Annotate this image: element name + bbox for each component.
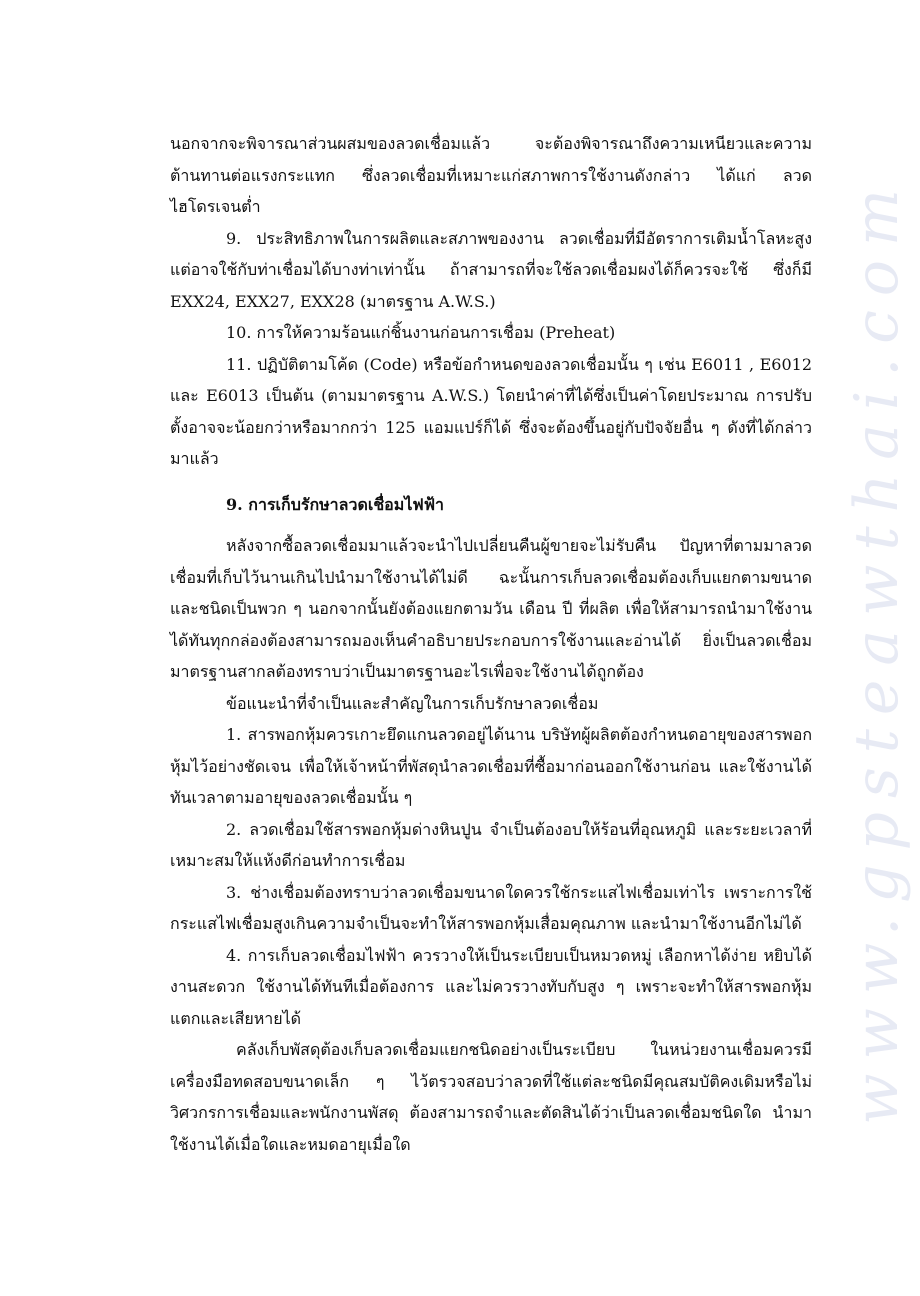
item-11-code: 11. ปฏิบัติตามโค้ด (Code) หรือข้อกำหนดของลวดเชื่อมนั้น ๆ เช่น E6011 , E6012 และ E6013 เป็นต้น (ตามมาตรฐาน A.W.S.) โดยนำค่าที่ได้ซึ่งเป็นค่าโดยประมาณ การปรับตั้งอาจจะน้อยกว่าหรือมากกว่า 125 แอมแปร์ก็ได้ ซึ่งจะต้องขึ้นอยู่กับปัจจัยอื่น ๆ ดังที่ได้กล่าวมาแล้ว: [170, 354, 812, 468]
paragraph-low-hydrogen: นอกจากจะพิจารณาส่วนผสมของลวดเชื่อมแล้ว จะต้องพิจารณาถึงความเหนียวและความต้านทานต่อแรงกระแทก ซึ่งลวดเชื่อมที่เหมาะแก่สภาพการใช้งานดังกล่าว ได้แก่ ลวดไฮโดรเจนต่ำ: [170, 134, 812, 216]
paragraph-storage-intro: หลังจากซื้อลวดเชื่อมมาแล้วจะนำไปเปลี่ยนคืนผู้ขายจะไม่รับคืน ปัญหาที่ตามมาลวดเชื่อมที่เก็บไว้นานเกินไปนำมาใช้งานได้ไม่ดี ฉะนั้นการเก็บลวดเชื่อมต้องเก็บแยกตามขนาดและชนิดเป็นพวก ๆ นอกจากนั้นยังต้องแยกตามวัน เดือน ปี ที่ผลิต เพื่อให้สามารถนำมาใช้งานได้ทันทุกกล่องต้องสามารถมองเห็นคำอธิบายประกอบการใช้งานและอ่านได้ ยิ่งเป็นลวดเชื่อมมาตรฐานสากลต้องทราบว่าเป็นมาตรฐานอะไรเพื่อจะใช้งานได้ถูกต้อง: [170, 536, 812, 681]
recommendation-2: 2. ลวดเชื่อมใช้สารพอกหุ้มด่างหินปูน จำเป็นต้องอบให้ร้อนที่อุณหภูมิ และระยะเวลาที่เหมาะสมให้แห้งดีก่อนทำการเชื่อม: [170, 819, 812, 870]
document-body: [170, 128, 812, 1160]
item-9-production-efficiency: 9. ประสิทธิภาพในการผลิตและสภาพของงาน ลวดเชื่อมที่มีอัตราการเติมน้ำโลหะสูง แต่อาจใช้กับท่าเชื่อมได้บางท่าเท่านั้น ถ้าสามารถที่จะใช้ลวดเชื่อมผงได้ก็ควรจะใช้ ซึ่งก็มี EXX24, EXX27, EXX28 (มาตรฐาน A.W.S.): [170, 228, 812, 311]
watermark: [842, 150, 912, 1150]
recommendation-1: 1. สารพอกหุ้มควรเกาะยึดแกนลวดอยู่ได้นาน บริษัทผู้ผลิตต้องกำหนดอายุของสารพอกหุ้มไว้อย่างชัดเจน เพื่อให้เจ้าหน้าที่พัสดุนำลวดเชื่อมที่ซื้อมาก่อนออกใช้งานก่อน และใช้งานได้ทันเวลาตามอายุของลวดเชื่อมนั้น ๆ: [170, 725, 812, 807]
recommendation-3: 3. ช่างเชื่อมต้องทราบว่าลวดเชื่อมขนาดใดควรใช้กระแสไฟเชื่อมเท่าไร เพราะการใช้กระแสไฟเชื่อมสูงเกินความจำเป็นจะทำให้สารพอกหุ้มเสื่อมคุณภาพ และนำมาใช้งานอีกไม่ได้: [170, 882, 812, 933]
paragraph-recommendations-title: ข้อแนะนำที่จำเป็นและสำคัญในการเก็บรักษาลวดเชื่อม: [226, 693, 599, 713]
recommendation-4: 4. การเก็บลวดเชื่อมไฟฟ้า ควรวางให้เป็นระเบียบเป็นหมวดหมู่ เลือกหาได้ง่าย หยิบได้งานสะดวก ใช้งานได้ทันทีเมื่อต้องการ และไม่ควรวางทับกับสูง ๆ เพราะจะทำให้สารพอกหุ้มแตกและเสียหายได้: [170, 945, 812, 1028]
watermark-text: www.gpsteawthai.com: [842, 175, 913, 1125]
paragraph-warehouse: คลังเก็บพัสดุต้องเก็บลวดเชื่อมแยกชนิดอย่างเป็นระเบียบ ในหน่วยงานเชื่อมควรมีเครื่องมือทดสอบขนาดเล็ก ๆ ไว้ตรวจสอบว่าลวดที่ใช้แต่ละชนิดมีคุณสมบัติคงเดิมหรือไม่วิศวกรการเชื่อมและพนักงานพัสดุ ต้องสามารถจำและตัดสินได้ว่าเป็นลวดเชื่อมชนิดใด นำมาใช้งานได้เมื่อใดและหมดอายุเมื่อใด: [170, 1040, 812, 1154]
section-heading: 9. การเก็บรักษาลวดเชื่อมไฟฟ้า: [226, 494, 445, 514]
item-10-preheat: 10. การให้ความร้อนแก่ชิ้นงานก่อนการเชื่อม (Preheat): [226, 323, 616, 342]
